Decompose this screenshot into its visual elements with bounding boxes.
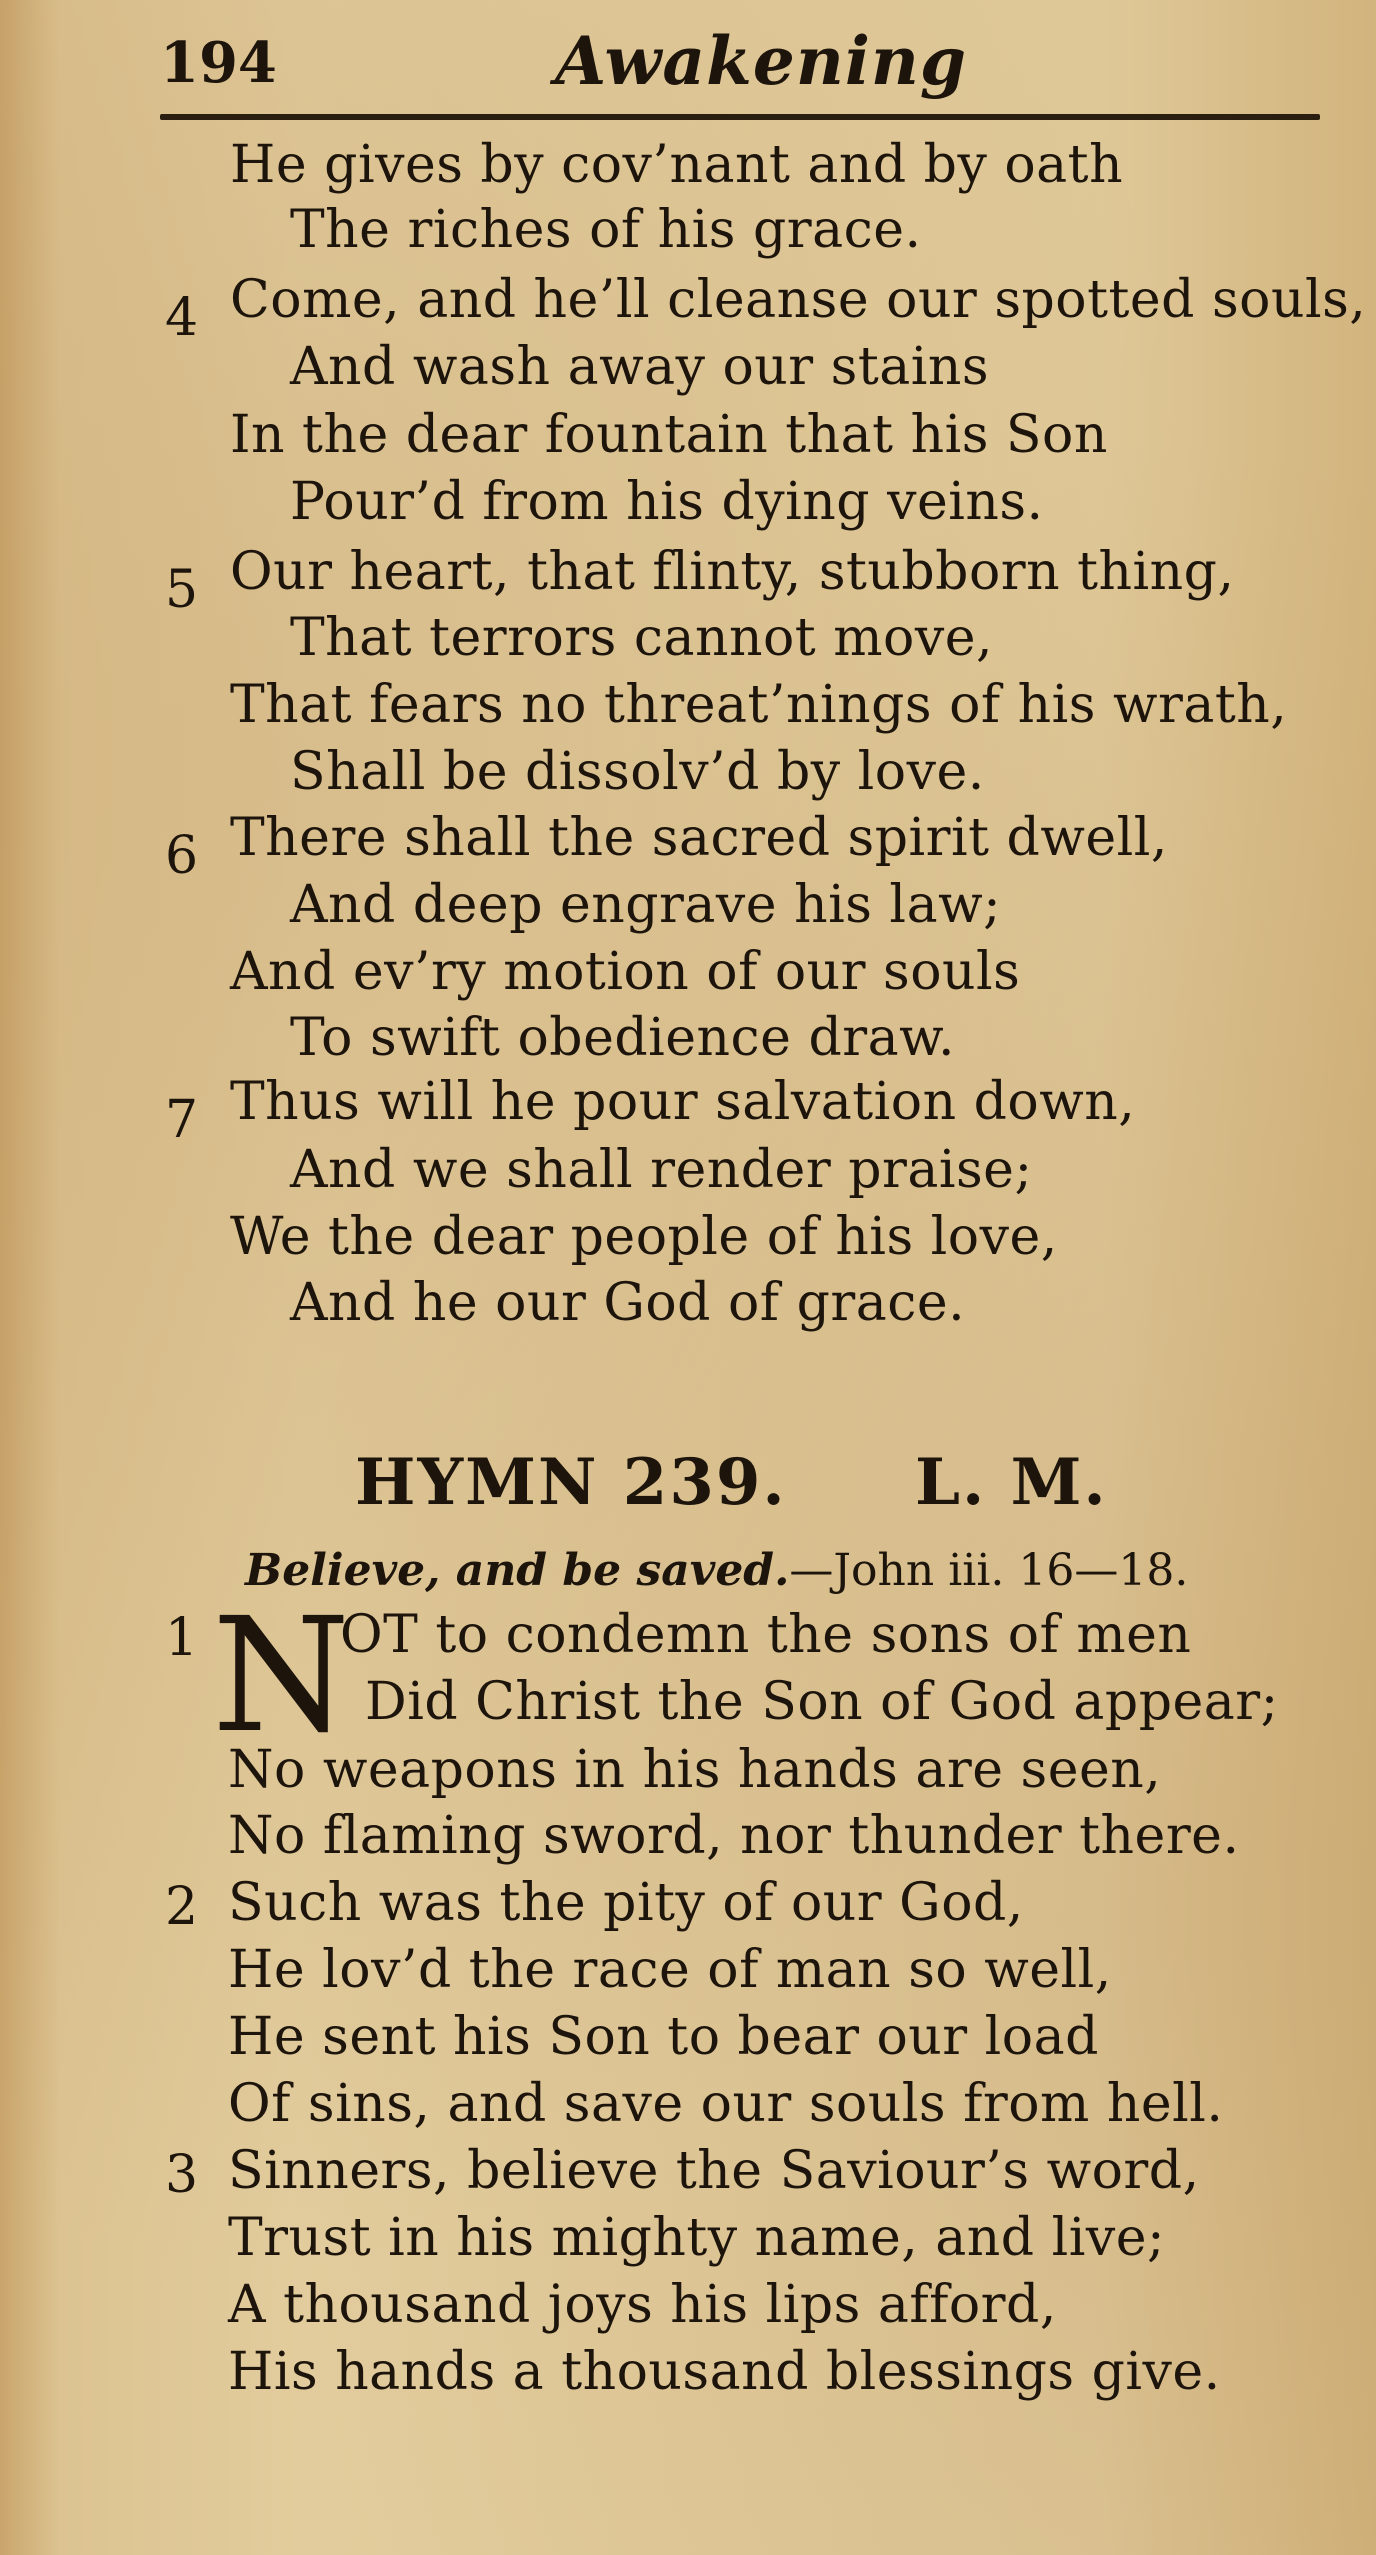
- verse-number: 1: [165, 1608, 199, 1668]
- scripture-reference: —John iii. 16—18.: [789, 1545, 1189, 1596]
- verse-line: Come, and he’ll cleanse our spotted souls,: [230, 270, 1367, 330]
- verse-line: Pour’d from his dying veins.: [290, 472, 1044, 532]
- verse-line: And ev’ry motion of our souls: [230, 942, 1021, 1002]
- verse-line: There shall the sacred spirit dwell,: [230, 808, 1168, 868]
- hymn-subtitle: [245, 1545, 1188, 1596]
- verse-number: 7: [165, 1090, 199, 1150]
- verse-line: In the dear fountain that his Son: [230, 405, 1108, 465]
- verse-line: We the dear people of his love,: [230, 1207, 1058, 1267]
- verse-line: No flaming sword, nor thunder there.: [228, 1806, 1240, 1866]
- verse-line: He gives by cov’nant and by oath: [230, 135, 1124, 195]
- verse-number: 3: [165, 2145, 199, 2205]
- verse-line: And wash away our stains: [290, 337, 990, 397]
- verse-number: 6: [165, 826, 199, 886]
- verse-line: That fears no threat’nings of his wrath,: [230, 675, 1288, 735]
- verse-line: No weapons in his hands are seen,: [228, 1740, 1162, 1800]
- hymn-meter: L. M.: [915, 1445, 1108, 1520]
- verse-line: Sinners, believe the Saviour’s word,: [228, 2141, 1200, 2201]
- verse-line: And we shall render praise;: [290, 1140, 1033, 1200]
- hymn-title: HYMN 239.: [355, 1445, 787, 1520]
- page-number: 194: [160, 30, 277, 96]
- verse-number: 5: [165, 560, 199, 620]
- verse-line: His hands a thousand blessings give.: [228, 2342, 1221, 2402]
- verse-line: That terrors cannot move,: [290, 608, 993, 668]
- verse-line: To swift obedience draw.: [290, 1008, 955, 1068]
- verse-line: And he our God of grace.: [290, 1273, 966, 1333]
- header-rule: [160, 114, 1320, 120]
- verse-line: A thousand joys his lips afford,: [228, 2275, 1057, 2335]
- verse-number: 2: [165, 1877, 199, 1937]
- verse-line: Trust in his mighty name, and live;: [228, 2208, 1166, 2268]
- running-title: Awakening: [555, 22, 968, 100]
- verse-line: Did Christ the Son of God appear;: [365, 1672, 1279, 1732]
- verse-number: 4: [165, 288, 199, 348]
- hymn-subtitle-text: Believe, and be saved.: [245, 1545, 790, 1596]
- verse-line: Of sins, and save our souls from hell.: [228, 2074, 1224, 2134]
- verse-line: He sent his Son to bear our load: [228, 2007, 1099, 2067]
- verse-line: And deep engrave his law;: [290, 875, 1002, 935]
- drop-cap: N: [212, 1584, 351, 1768]
- verse-line: OT to condemn the sons of men: [340, 1605, 1192, 1665]
- verse-line: Shall be dissolv’d by love.: [290, 742, 985, 802]
- verse-line: Thus will he pour salvation down,: [230, 1072, 1136, 1132]
- verse-line: He lov’d the race of man so well,: [228, 1940, 1112, 2000]
- verse-line: Our heart, that flinty, stubborn thing,: [230, 542, 1235, 602]
- verse-line: The riches of his grace.: [290, 200, 922, 260]
- verse-line: Such was the pity of our God,: [228, 1873, 1024, 1933]
